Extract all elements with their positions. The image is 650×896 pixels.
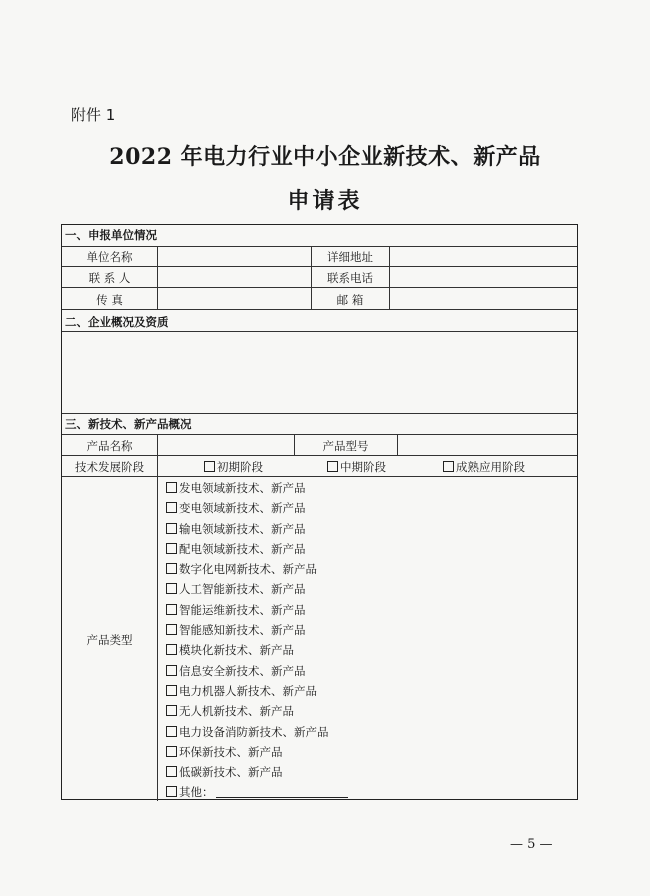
product-type-option[interactable] [166, 701, 348, 721]
checkbox[interactable] [166, 786, 177, 797]
stage-option-mid[interactable] [327, 459, 386, 475]
option-label: 其他： [179, 785, 214, 800]
option-label: 环保新技术、新产品 [179, 744, 283, 759]
checkbox[interactable] [166, 624, 177, 635]
contact-label: 联 系 人 [88, 271, 131, 285]
product-type-option[interactable] [166, 640, 348, 660]
product-name-label: 产品名称 [86, 439, 133, 453]
checkbox[interactable] [166, 543, 177, 554]
option-label: 人工智能新技术、新产品 [179, 582, 306, 597]
option-label: 数字化电网新技术、新产品 [179, 562, 317, 577]
stage-label: 成熟应用阶段 [456, 460, 525, 474]
divider [62, 266, 577, 267]
contact-field[interactable] [158, 268, 311, 286]
postal-label: 邮 箱 [336, 293, 364, 307]
product-model-field[interactable] [398, 435, 576, 454]
product-type-label: 产品类型 [86, 633, 133, 647]
option-label: 信息安全新技术、新产品 [179, 663, 306, 678]
form-title: 2022 年电力行业中小企业新技术、新产品 [109, 144, 541, 170]
product-type-option[interactable] [166, 539, 348, 559]
unit-name-label: 单位名称 [86, 250, 133, 264]
divider [62, 309, 577, 310]
product-type-option[interactable] [166, 661, 348, 681]
fax-label: 传 真 [96, 293, 123, 307]
application-form-table [61, 224, 578, 800]
page-number: — 5 — [510, 837, 553, 852]
checkbox[interactable] [166, 604, 177, 615]
product-type-option[interactable] [166, 478, 348, 498]
stage-option-mature[interactable] [443, 459, 525, 475]
option-label: 电力机器人新技术、新产品 [179, 683, 317, 698]
postal-field[interactable] [390, 289, 575, 308]
option-label: 无人机新技术、新产品 [179, 704, 294, 719]
address-field[interactable] [390, 247, 575, 265]
checkbox[interactable] [166, 746, 177, 757]
checkbox[interactable] [166, 644, 177, 655]
checkbox[interactable] [166, 726, 177, 737]
option-label: 输电领域新技术、新产品 [179, 521, 306, 536]
option-label: 电力设备消防新技术、新产品 [179, 724, 329, 739]
phone-field[interactable] [390, 268, 575, 286]
product-type-list [166, 478, 348, 803]
option-label: 智能感知新技术、新产品 [179, 623, 306, 638]
form-subtitle: 申请表 [287, 188, 363, 214]
section-1-heading: 一、申报单位情况 [65, 228, 157, 242]
stage-label: 初期阶段 [217, 460, 263, 474]
option-label: 配电领域新技术、新产品 [179, 541, 306, 556]
checkbox[interactable] [204, 461, 215, 472]
checkbox[interactable] [443, 461, 454, 472]
option-label: 智能运维新技术、新产品 [179, 602, 306, 617]
product-model-label: 产品型号 [322, 439, 369, 453]
phone-label: 联系电话 [327, 271, 373, 285]
divider [157, 434, 158, 801]
product-type-option[interactable] [166, 742, 348, 762]
checkbox[interactable] [166, 523, 177, 534]
product-name-field[interactable] [158, 435, 294, 454]
option-label: 低碳新技术、新产品 [179, 765, 283, 780]
divider [62, 413, 577, 414]
divider [62, 455, 577, 456]
checkbox[interactable] [166, 665, 177, 676]
fax-field[interactable] [158, 289, 311, 308]
product-type-option[interactable] [166, 579, 348, 599]
section-3-heading: 三、新技术、新产品概况 [65, 417, 192, 431]
checkbox[interactable] [166, 583, 177, 594]
address-label: 详细地址 [327, 250, 373, 264]
product-type-option[interactable] [166, 498, 348, 518]
option-label: 发电领域新技术、新产品 [179, 481, 306, 495]
checkbox[interactable] [166, 766, 177, 777]
checkbox[interactable] [166, 482, 177, 493]
option-label: 模块化新技术、新产品 [179, 643, 294, 658]
divider [62, 287, 577, 288]
product-type-option[interactable] [166, 519, 348, 539]
section-2-heading: 二、企业概况及资质 [65, 315, 169, 329]
option-label: 变电领域新技术、新产品 [179, 501, 306, 516]
product-type-option[interactable] [166, 681, 348, 701]
checkbox[interactable] [166, 563, 177, 574]
product-type-option[interactable] [166, 620, 348, 640]
checkbox[interactable] [166, 705, 177, 716]
checkbox[interactable] [327, 461, 338, 472]
other-input-line[interactable] [216, 785, 348, 798]
divider [62, 476, 577, 477]
checkbox[interactable] [166, 502, 177, 513]
product-type-option-other[interactable] [166, 782, 348, 802]
unit-name-field[interactable] [158, 247, 311, 265]
product-type-option[interactable] [166, 559, 348, 579]
product-type-option[interactable] [166, 600, 348, 620]
attachment-label: 附件 1 [71, 106, 116, 124]
company-overview-field[interactable] [63, 332, 576, 412]
product-type-option[interactable] [166, 762, 348, 782]
stage-option-early[interactable] [204, 459, 263, 475]
checkbox[interactable] [166, 685, 177, 696]
stage-label: 中期阶段 [340, 460, 386, 474]
product-type-option[interactable] [166, 722, 348, 742]
dev-stage-label: 技术发展阶段 [75, 460, 144, 474]
